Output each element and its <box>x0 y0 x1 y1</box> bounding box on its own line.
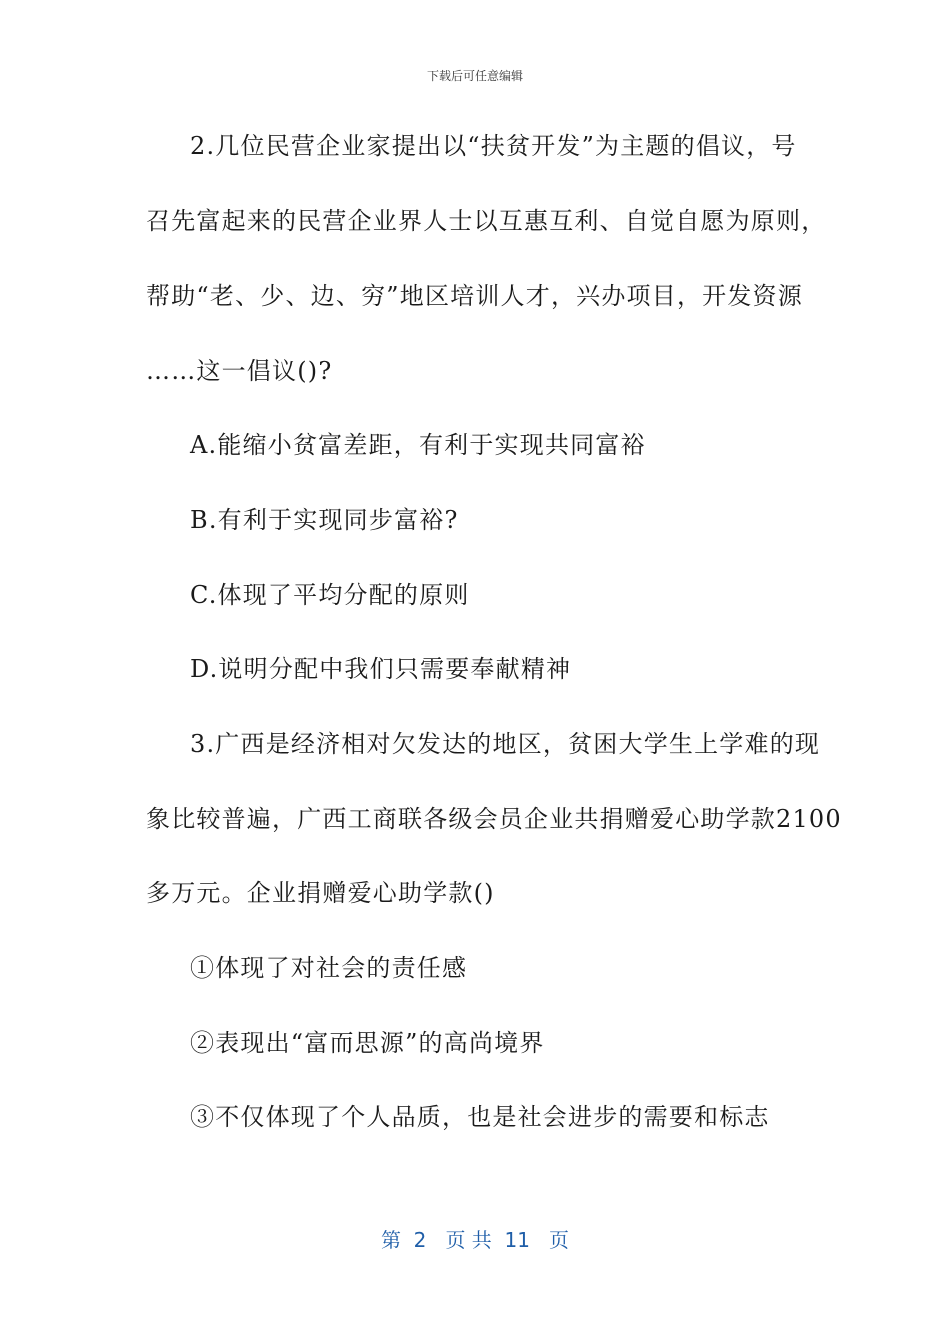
q2-option-a: A.能缩小贫富差距，有利于实现共同富裕 <box>190 431 646 459</box>
q3-item-2: ②表现出“富而思源”的高尚境界 <box>190 1029 545 1057</box>
q3-item-1: ①体现了对社会的责任感 <box>190 954 468 982</box>
q2-option-d: D.说明分配中我们只需要奉献精神 <box>190 655 572 683</box>
q3-line-1: 3.广西是经济相对欠发达的地区，贫困大学生上学难的现 <box>190 730 821 758</box>
page-number: 第 2 页 共 11 页 <box>380 1228 570 1252</box>
q2-option-b: B.有利于实现同步富裕? <box>190 506 459 534</box>
q2-line-4: ……这一倡议()? <box>146 357 333 385</box>
q3-line-2: 象比较普遍，广西工商联各级会员企业共捐赠爱心助学款2100 <box>146 805 842 833</box>
header-note: 下载后可任意编辑 <box>426 69 523 83</box>
q2-line-1: 2.几位民营企业家提出以“扶贫开发”为主题的倡议，号 <box>190 132 797 160</box>
q2-line-3: 帮助“老、少、边、穷”地区培训人才，兴办项目，开发资源 <box>146 282 803 310</box>
q3-line-3: 多万元。企业捐赠爱心助学款() <box>146 879 495 907</box>
q2-option-c: C.体现了平均分配的原则 <box>190 581 470 609</box>
q3-item-3: ③不仅体现了个人品质，也是社会进步的需要和标志 <box>190 1103 770 1131</box>
q2-line-2: 召先富起来的民营企业界人士以互惠互利、自觉自愿为原则， <box>146 207 827 235</box>
